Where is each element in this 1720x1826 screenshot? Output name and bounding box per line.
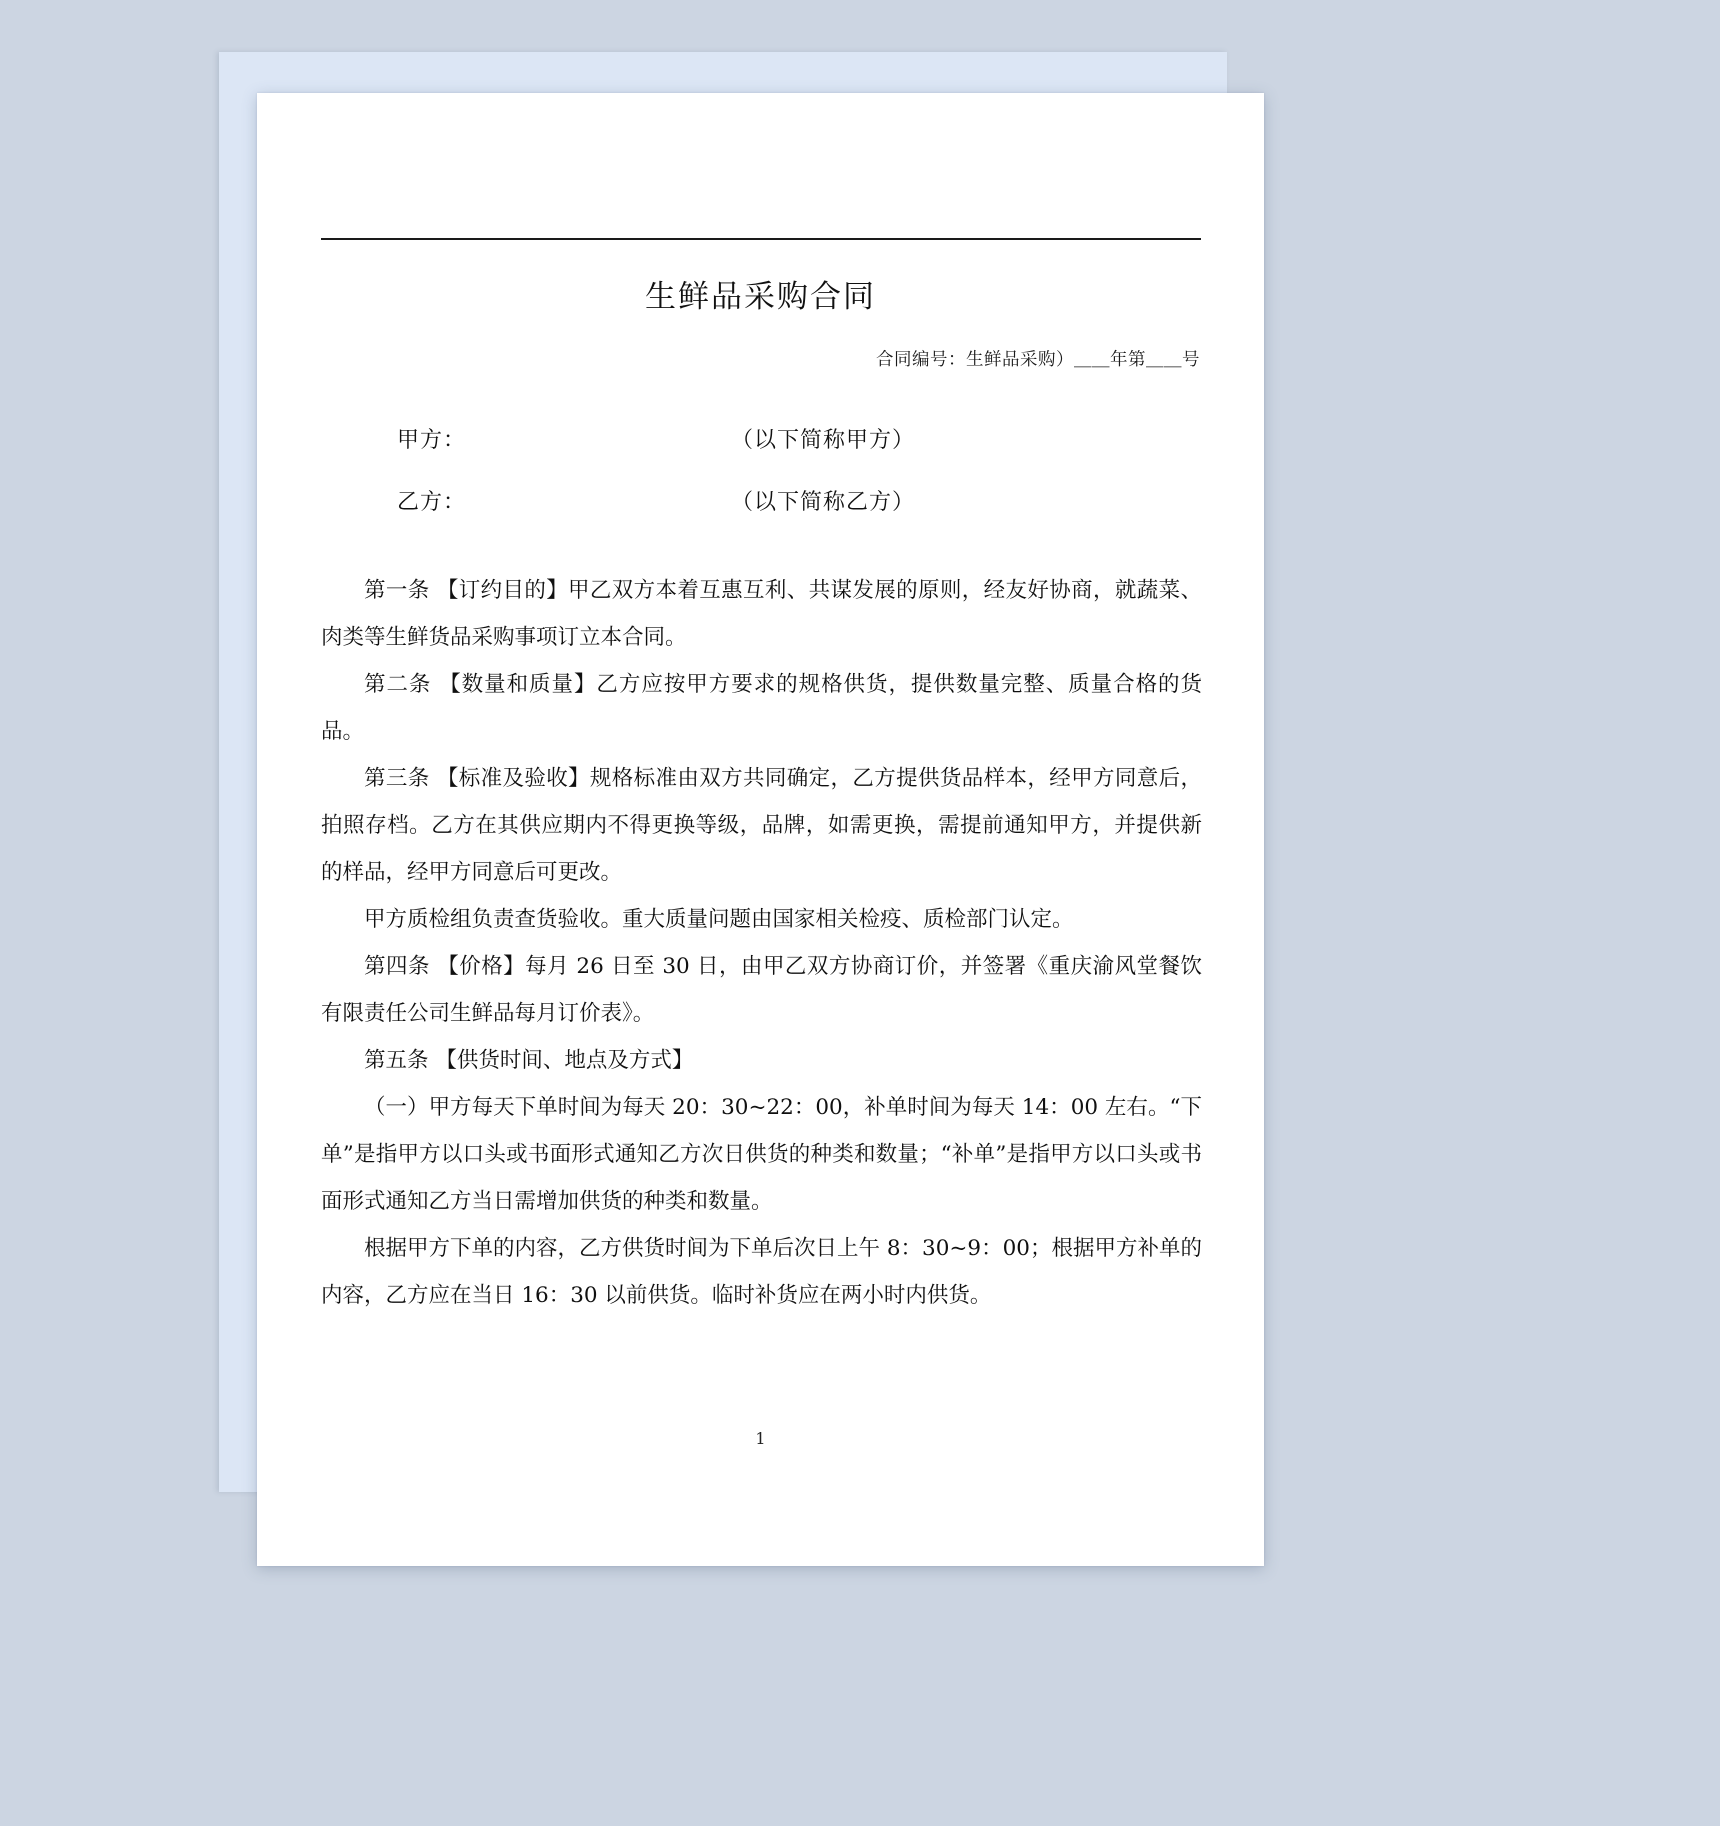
party-alias-jiafang: （以下简称甲方） [731,428,916,453]
clause-paragraph-3: 第三条 【标准及验收】规格标准由双方共同确定，乙方提供货品样本，经甲方同意后，拍照存档。乙方在其供应期内不得更换等级，品牌，如需更换，需提前通知甲方，并提供新的样品，经甲方同意后可更改。 [321,766,1202,885]
party-alias-yifang: （以下简称乙方） [731,490,916,515]
clause-paragraph-2: 第二条 【数量和质量】乙方应按甲方要求的规格供货，提供数量完整、质量合格的货品。 [321,672,1202,744]
clause-paragraph-5: 第四条 【价格】每月 26 日至 30 日，由甲乙双方协商订价，并签署《重庆渝风堂餐饮有限责任公司生鲜品每月订价表》。 [321,954,1202,1026]
header-divider-rule [321,238,1201,240]
party-label-yifang: 乙方： [397,490,467,515]
document-title: 生鲜品采购合同 [645,279,876,315]
party-label-jiafang: 甲方： [397,428,467,453]
contract-number: 合同编号：生鲜品采购）＿＿年第＿＿号 [876,350,1200,370]
clause-paragraph-8: 根据甲方下单的内容，乙方供货时间为下单后次日上午 8：30~9：00；根据甲方补单的内容，乙方应在当日 16：30 以前供货。临时补货应在两小时内供货。 [321,1236,1202,1308]
clause-paragraph-1: 第一条 【订约目的】甲乙双方本着互惠互利、共谋发展的原则，经友好协商，就蔬菜、肉类等生鲜货品采购事项订立本合同。 [321,578,1202,650]
clause-paragraph-7: （一）甲方每天下单时间为每天 20：30~22：00，补单时间为每天 14：00 左右。“下单”是指甲方以口头或书面形式通知乙方次日供货的种类和数量；“补单”是指甲方以口头或书面形式通知乙方当日需增加供货的种类和数量。 [321,1095,1202,1214]
clause-paragraph-6: 第五条 【供货时间、地点及方式】 [364,1048,694,1073]
clause-paragraph-4: 甲方质检组负责查货验收。重大质量问题由国家相关检疫、质检部门认定。 [364,907,1074,932]
parties-block [321,423,1200,547]
document-page [257,93,1264,1566]
page-number: 1 [755,1429,766,1448]
party-row-jiafang [321,423,1200,454]
document-content-area [257,93,1264,1566]
party-row-yifang [321,485,1200,516]
contract-body [321,567,1202,1319]
